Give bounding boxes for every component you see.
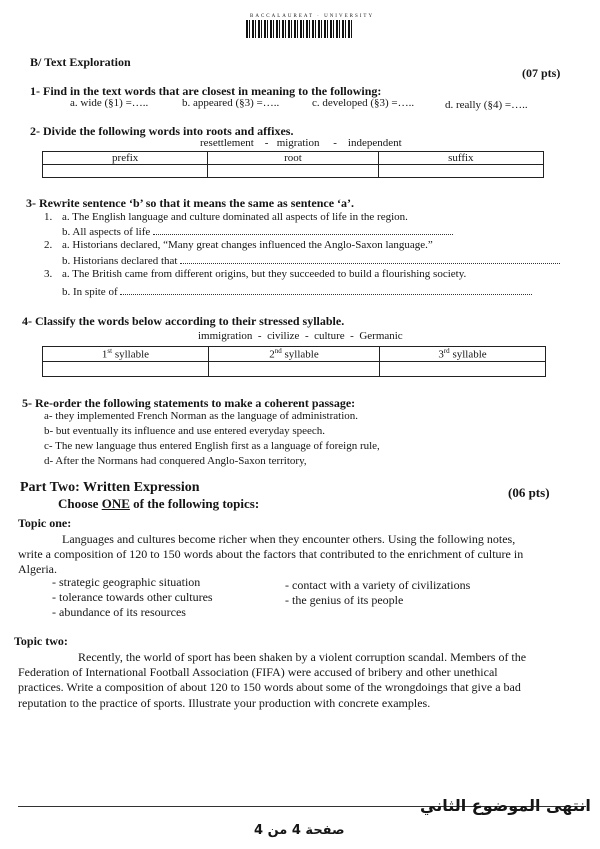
q4-h1-n: 1 <box>101 348 108 361</box>
topic-one-note-left-1: - strategic geographic situation <box>52 575 201 589</box>
topic-two-line-3: practices. Write a composition of about 120 to 150 words about some of the wrongdoings that give a bad <box>18 680 521 694</box>
q2-word-2: migration <box>276 137 320 149</box>
q3-1b: b. All aspects of life <box>62 226 151 238</box>
q5-item-a: a- they implemented French Norman as the language of administration. <box>44 410 359 422</box>
q3-2b-answer[interactable] <box>180 253 560 264</box>
part-two-points: (06 pts) <box>508 485 550 500</box>
q4-cell-3[interactable] <box>380 361 546 376</box>
choose-pre: Choose <box>58 496 102 511</box>
barcode-caption: BACCALAUREAT · UNIVERSITY <box>250 14 375 19</box>
q4-sep-3: - <box>350 330 354 342</box>
q4-header-3 <box>380 347 546 362</box>
q2-header-root: root <box>208 152 378 165</box>
q4-header-1 <box>43 347 209 362</box>
q5-item-b: b- but eventually its influence and use entered everyday speech. <box>44 425 325 437</box>
end-of-subject-text: انتهى الموضوع الثاني <box>420 796 591 815</box>
q4-h2-label: syllable <box>281 348 319 361</box>
q4-h3-sup: rd <box>443 347 450 355</box>
topic-two-line-2: Federation of International Football Association (FIFA) were accused of bribery and other unethical <box>18 665 498 679</box>
q1-item-b: b. appeared (§3) =….. <box>182 97 280 109</box>
q3-title: 3- Rewrite sentence ‘b’ so that it means the same as sentence ‘a’. <box>26 196 355 210</box>
q4-sep-2: - <box>304 330 309 342</box>
q3-2a: a. Historians declared, “Many great changes influenced the Anglo-Saxon language.” <box>62 239 433 251</box>
topic-two-line-1: Recently, the world of sport has been shaken by a violent corruption scandal. Members of the <box>78 650 527 664</box>
q3-3b-line <box>62 284 532 298</box>
q4-sep-1: - <box>257 330 262 342</box>
part-two-title: Part Two: Written Expression <box>20 480 200 495</box>
q4-word-3: culture <box>314 330 345 342</box>
q2-header-suffix: suffix <box>378 152 543 165</box>
q3-2b: b. Historians declared that <box>62 255 178 267</box>
topic-one-line-2: write a composition of 120 to 150 words about the factors that contributed to the enrichment of culture in <box>18 547 524 561</box>
topic-one-line-1: Languages and cultures become richer when they encounter others. Using the following notes, <box>62 532 516 546</box>
section-title: B/ Text Exploration <box>30 55 131 69</box>
choose-one: ONE <box>101 496 130 511</box>
q1-item-c: c. developed (§3) =….. <box>312 97 415 109</box>
q1-item-a: a. wide (§1) =….. <box>70 97 149 109</box>
q2-cell-prefix[interactable] <box>43 165 208 178</box>
q3-num-2: 2. <box>44 239 53 251</box>
q3-1b-answer[interactable] <box>153 224 453 235</box>
q1-item-d: d. really (§4) =….. <box>445 99 528 111</box>
topic-one-note-right-2: - the genius of its people <box>285 593 404 607</box>
topic-two-title: Topic two: <box>14 634 68 648</box>
q4-h1-label: syllable <box>112 348 150 361</box>
topic-one-note-left-3: - abundance of its resources <box>52 605 186 619</box>
q4-word-2: civilize <box>267 330 300 342</box>
q4-header-2 <box>208 347 379 362</box>
q5-item-d: d- After the Normans had conquered Anglo-Saxon territory, <box>44 455 307 467</box>
q2-header-prefix: prefix <box>43 152 208 165</box>
part-two-instructions <box>58 496 259 512</box>
q4-h1-sup: st <box>107 347 113 355</box>
q2-table <box>42 151 544 178</box>
q4-word-4: Germanic <box>359 330 403 342</box>
q2-cell-root[interactable] <box>208 165 378 178</box>
q4-h2-sup: nd <box>274 347 282 355</box>
q4-h3-label: syllable <box>449 348 487 361</box>
topic-one-note-left-2: - tolerance towards other cultures <box>52 590 213 604</box>
q3-3b: b. In spite of <box>62 286 118 298</box>
q2-title: 2- Divide the following words into roots and affixes. <box>30 124 294 138</box>
q3-3a: a. The British came from different origins, but they succeeded to build a flourishing society. <box>62 268 467 280</box>
q5-item-c: c- The new language thus entered English first as a language of foreign rule, <box>44 440 380 452</box>
q3-num-3: 3. <box>44 268 53 280</box>
q3-1a: a. The English language and culture dominated all aspects of life in the region. <box>62 211 408 223</box>
q1-title: 1- Find in the text words that are closest in meaning to the following: <box>30 84 382 98</box>
q2-word-3: independent <box>347 137 402 149</box>
q4-word-1: immigration <box>198 330 253 342</box>
q4-cell-1[interactable] <box>43 361 209 376</box>
q2-word-1: resettlement <box>200 137 254 149</box>
topic-two-line-4: reputation to the practice of sports. Illustrate your production with concrete examples. <box>18 696 431 710</box>
q2-words <box>200 137 402 149</box>
choose-post: of the following topics: <box>129 496 260 511</box>
q3-num-1: 1. <box>44 211 53 223</box>
q2-sep-2: - <box>333 137 337 149</box>
topic-one-note-right-1: - contact with a variety of civilizations <box>285 578 471 592</box>
q3-1b-line <box>62 224 453 238</box>
q5-title: 5- Re-order the following statements to make a coherent passage: <box>22 396 356 410</box>
section-points: (07 pts) <box>522 66 561 80</box>
page-number: صفحة 4 من 4 <box>254 823 345 838</box>
topic-one-title: Topic one: <box>18 516 72 530</box>
q4-cell-2[interactable] <box>208 361 379 376</box>
q4-table <box>42 346 546 377</box>
q4-h3-n: 3 <box>438 348 444 361</box>
q4-h2-n: 2 <box>269 348 275 361</box>
q3-3b-answer[interactable] <box>120 284 532 295</box>
q2-cell-suffix[interactable] <box>378 165 543 178</box>
q2-sep-1: - <box>264 137 269 149</box>
barcode <box>246 20 352 38</box>
q4-words <box>198 330 403 342</box>
q4-title: 4- Classify the words below according to their stressed syllable. <box>22 314 345 328</box>
q3-2b-line <box>62 253 560 267</box>
topic-one-line-3: Algeria. <box>18 562 57 576</box>
